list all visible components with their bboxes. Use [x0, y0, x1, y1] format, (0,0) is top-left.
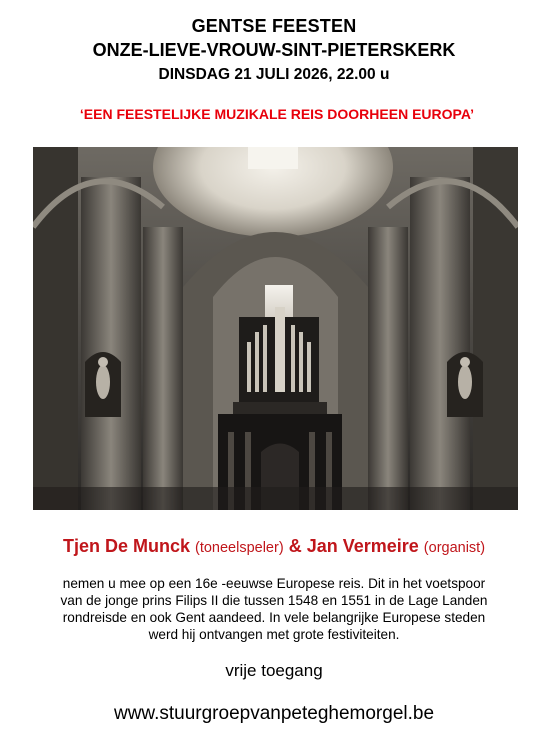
church-interior-photo	[33, 147, 518, 510]
website-url: www.stuurgroepvanpeteghemorgel.be	[113, 703, 435, 724]
performer-role-1: (toneelspeler)	[195, 540, 284, 556]
entry-info: vrije toegang	[225, 661, 323, 680]
performer-joiner: &	[288, 536, 302, 556]
performer-role-2: (organist)	[423, 540, 486, 556]
concert-subtitle: ‘EEN FEESTELIJKE MUZIKALE REIS DOORHEEN EUROPA’	[79, 106, 475, 122]
description-line: nemen u mee op een 16e -eeuwse Europese reis. Dit in het voetspoor	[62, 576, 486, 591]
description-line: werd hij ontvangen met grote festiviteiten.	[148, 627, 400, 642]
description-line: rondreisde en ook Gent aandeed. In vele belangrijke Europese steden	[62, 610, 486, 625]
description-block	[0, 575, 548, 643]
performers-line	[0, 536, 548, 557]
date-line: DINSDAG 21 JULI 2026, 22.00 u	[158, 66, 390, 83]
performer-name-1: Tjen De Munck	[62, 536, 190, 556]
performer-name-2: Jan Vermeire	[306, 536, 419, 556]
description-line: van de jonge prins Filips II die tussen 1548 en 1551 in de Lage Landen	[60, 593, 488, 608]
title-line-1: GENTSE FEESTEN	[191, 16, 357, 36]
title-line-2: ONZE-LIEVE-VROUW-SINT-PIETERSKERK	[92, 40, 456, 60]
